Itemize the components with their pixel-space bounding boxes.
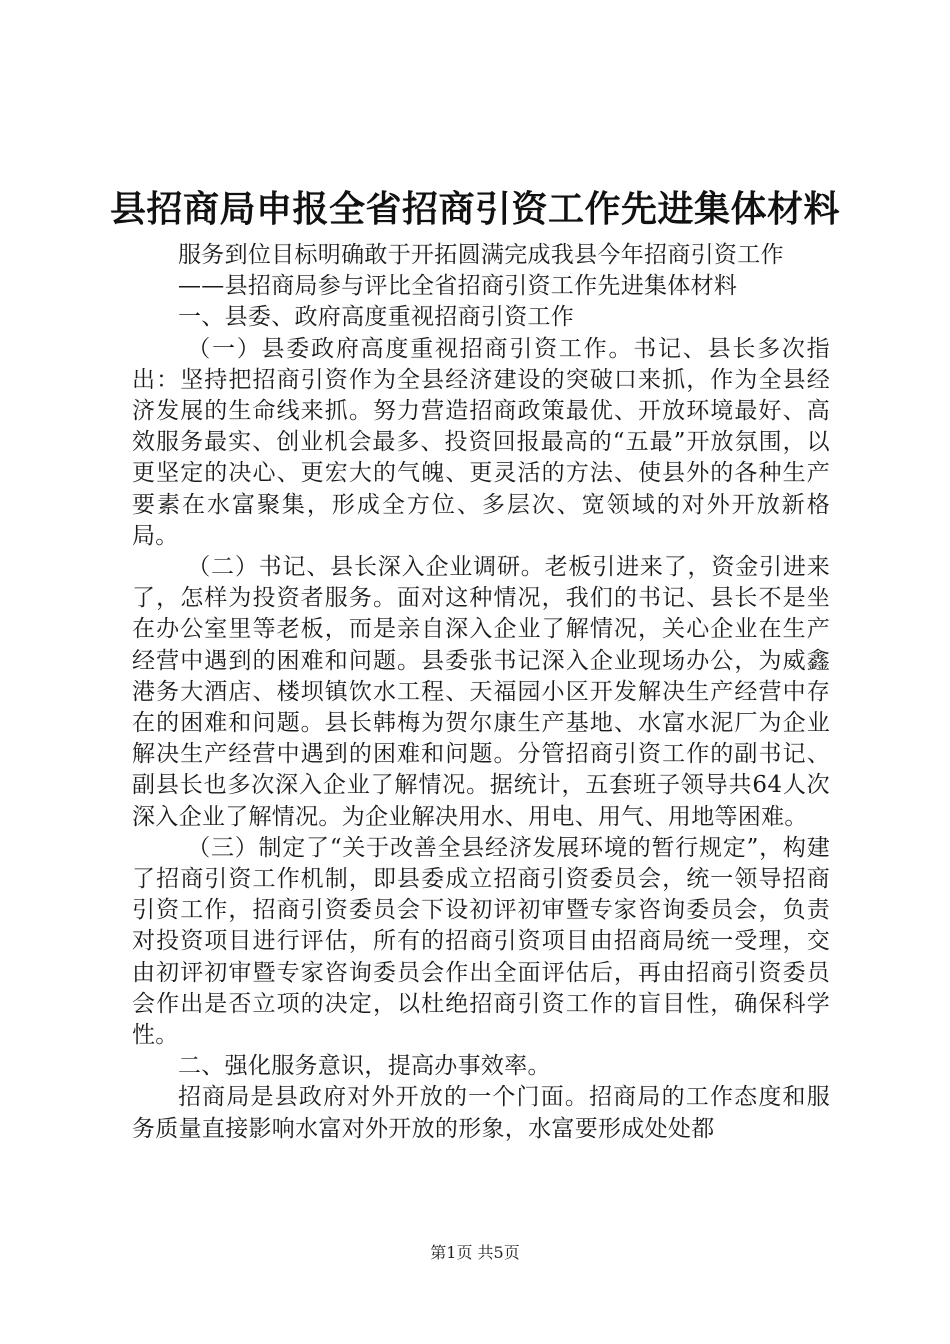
paragraph-2: （二）书记、县长深入企业调研。老板引进来了，资金引进来了，怎样为投资者服务。面对这种情况，我们的书记、县长不是坐在办公室里等老板，而是亲自深入企业了解情况，关心企业在生产经营中遇到的困难和问题。县委张书记深入企业现场办公，为威鑫港务大酒店、楼坝镇饮水工程、天福园小区开发解决生产经营中存在的困难和问题。县长韩梅为贺尔康生产基地、水富水泥厂为企业解决生产经营中遇到的困难和问题。分管招商引资工作的副书记、副县长也多次深入企业了解情况。据统计，五套班子领导共64人次深入企业了解情况。为企业解决用水、用电、用气、用地等困难。	[132, 554, 830, 830]
paragraph-1: （一）县委政府高度重视招商引资工作。书记、县长多次指出：坚持把招商引资作为全县经济建设的突破口来抓，作为全县经济发展的生命线来抓。努力营造招商政策最优、开放环境最好、高效服务最实、创业机会最多、投资回报最高的“五最”开放氛围，以更坚定的决心、更宏大的气魄、更灵活的方法、使县外的各种生产要素在水富聚集，形成全方位、多层次、宽领域的对外开放新格局。	[132, 335, 830, 549]
document-body	[132, 240, 830, 1145]
document-title: 县招商局申报全省招商引资工作先进集体材料	[109, 189, 840, 230]
paragraph-4: 招商局是县政府对外开放的一个门面。招商局的工作态度和服务质量直接影响水富对外开放的形象，水富要形成处处都	[132, 1084, 830, 1142]
section-heading-2: 二、强化服务意识，提高办事效率。	[178, 1053, 551, 1080]
subtitle-line: 服务到位目标明确敢于开拓圆满完成我县今年招商引资工作	[178, 242, 784, 268]
subtitle-dash-line: ——县招商局参与评比全省招商引资工作先进集体材料	[178, 273, 738, 300]
page-footer: 第1页 共5页	[430, 1243, 520, 1262]
paragraph-3: （三）制定了“关于改善全县经济发展环境的暂行规定”，构建了招商引资工作机制，即县委成立招商引资委员会，统一领导招商引资工作，招商引资委员会下设初评初审暨专家咨询委员会，负责对投资项目进行评估，所有的招商引资项目由招商局统一受理，交由初评初审暨专家咨询委员会作出全面评估后，再由招商引资委员会作出是否立项的决定，以杜绝招商引资工作的盲目性，确保科学性。	[132, 834, 830, 1049]
section-heading-1: 一、县委、政府高度重视招商引资工作	[178, 304, 575, 331]
